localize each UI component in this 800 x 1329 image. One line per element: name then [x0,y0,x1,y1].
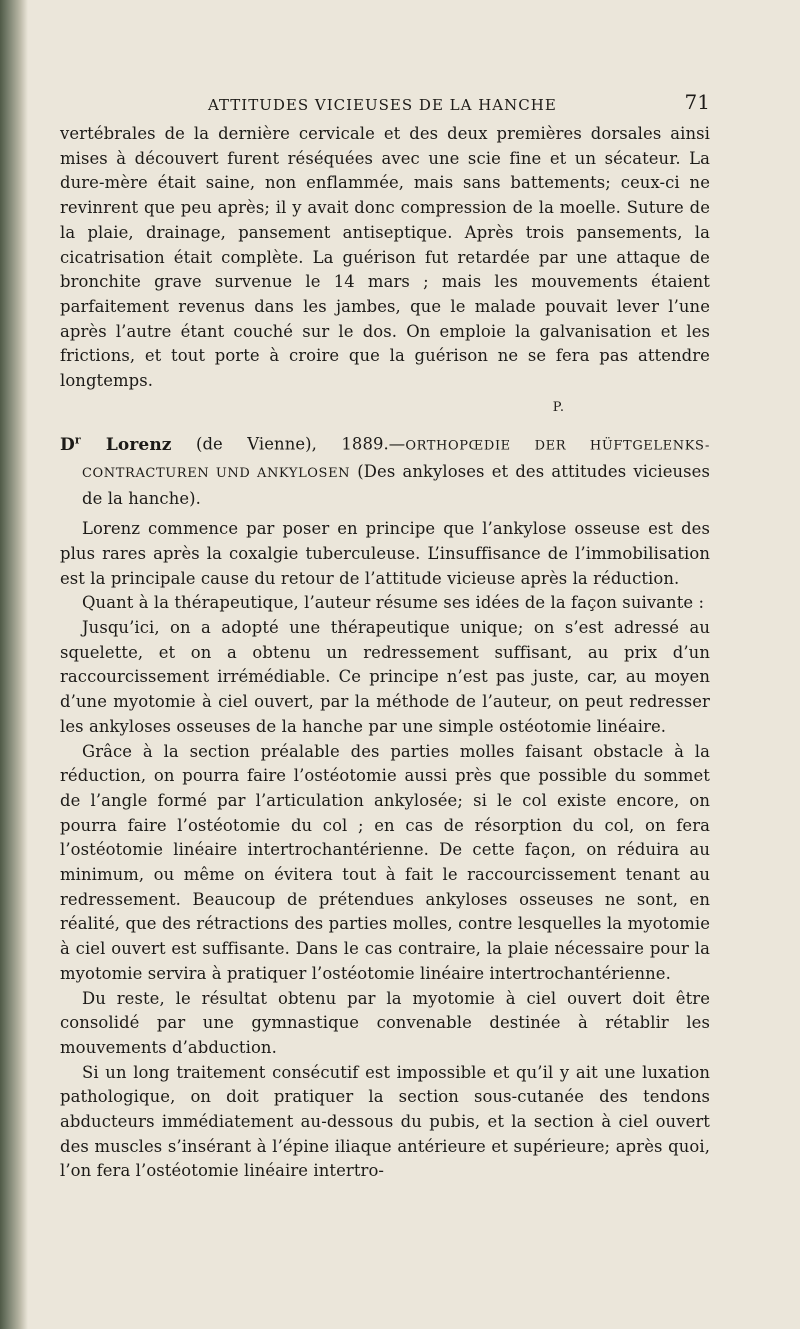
page-number: 71 [684,90,710,114]
paragraph: Grâce à la section préalable des parties molles faisant obstacle à la réduction, on pourra faire l’ostéotomie aussi près que possible du sommet de l’angle formé par l’articulation ankylosée; si le col existe encore, on pourra faire l’ostéotomie du col ; en cas de résorption du col, on fera l’ostéotomie linéaire intertrochantérienne. De cette façon, on réduira au minimum, ou même on évitera tout à fait le raccourcissement tenant au redressement. Beaucoup de prétendues ankyloses osseuses ne sont, en réalité, que des rétractions des parties molles, contre lesquelles la myotomie à ciel ouvert est suffisante. Dans le cas contraire, la plaie nécessaire pour la myotomie servira à pratiquer l’ostéotomie linéaire intertrochantérienne. [60,741,710,983]
bibliographic-reference [60,428,710,511]
reference-sup: r [74,433,81,447]
running-title: ATTITUDES VICIEUSES DE LA HANCHE [208,96,557,114]
reference-author: Lorenz [105,435,172,456]
signature: P. [552,399,565,415]
reference-prefix: D [60,435,75,456]
paragraph: Si un long traitement consécutif est impossible et qu’il y ait une luxation pathologique, on doit pratiquer la section sous-cutanée des tendons abducteurs immédiatement au-dessous du pubis, et la section à ciel ouvert des muscles s’insérant à l’épine iliaque antérieure et supérieure; après quoi, l’on fera l’ostéotomie linéaire intertro- [60,1062,710,1181]
book-page [60,86,710,1184]
reference-translation: (Des ankyloses et des attitudes vicieuses de la hanche). [82,461,710,508]
paragraph: Jusqu’ici, on a adopté une thérapeutique unique; on s’est adressé au squelette, et on a obtenu un redressement suffisant, au prix d’un raccourcissement irrémédiable. Ce principe n’est pas juste, car, au moyen d’une myotomie à ciel ouvert, par la méthode de l’auteur, on peut redresser les ankyloses osseuses de la hanche par une simple ostéotomie linéaire. [60,618,710,736]
paragraph: Du reste, le résultat obtenu par la myotomie à ciel ouvert doit être consolidé par une gymnastique convenable destinée à rétablir les mouvements d’abduction. [60,988,710,1057]
paragraph: Lorenz commence par poser en principe que l’ankylose osseuse est des plus rares après la coxalgie tuberculeuse. L’insuffisance de l’immobilisation est la principale cause du retour de l’attitude vicieuse après la réduction. [60,519,710,588]
binding-shadow [0,0,28,1329]
reference-work-title: ORTHOPŒDIE DER HÜFTGELENKS-CONTRACTUREN UND ANKYLOSEN [82,439,710,481]
signature-line [60,394,710,421]
opening-paragraph: vertébrales de la dernière cervicale et des deux premières dorsales ainsi mises à découvert furent réséquées avec une scie fine et un sécateur. La dure-mère était saine, non enflammée, mais sans battements; ceux-ci ne revinrent que peu après; il y avait donc compression de la moelle. Suture de la plaie, drainage, pansement antiseptique. Après trois pansements, la cicatrisation était complète. La guérison fut retardée par une attaque de bronchite grave survenue le 14 mars ; mais les mouvements étaient parfaitement revenus dans les jambes, que le malade pouvait lever l’une après l’autre étant couché sur le dos. On emploie la galvanisation et les frictions, et tout porte à croire que la guérison ne se fera pas attendre longtemps. [60,124,710,391]
reference-place-year: (de Vienne), 1889.— [171,435,406,455]
running-head [60,86,710,122]
reference-title-prefix [60,435,172,455]
opening-paragraph-block [60,122,710,394]
paragraph: Quant à la thérapeutique, l’auteur résume ses idées de la façon suivante : [82,593,705,613]
body-text [60,122,710,1184]
